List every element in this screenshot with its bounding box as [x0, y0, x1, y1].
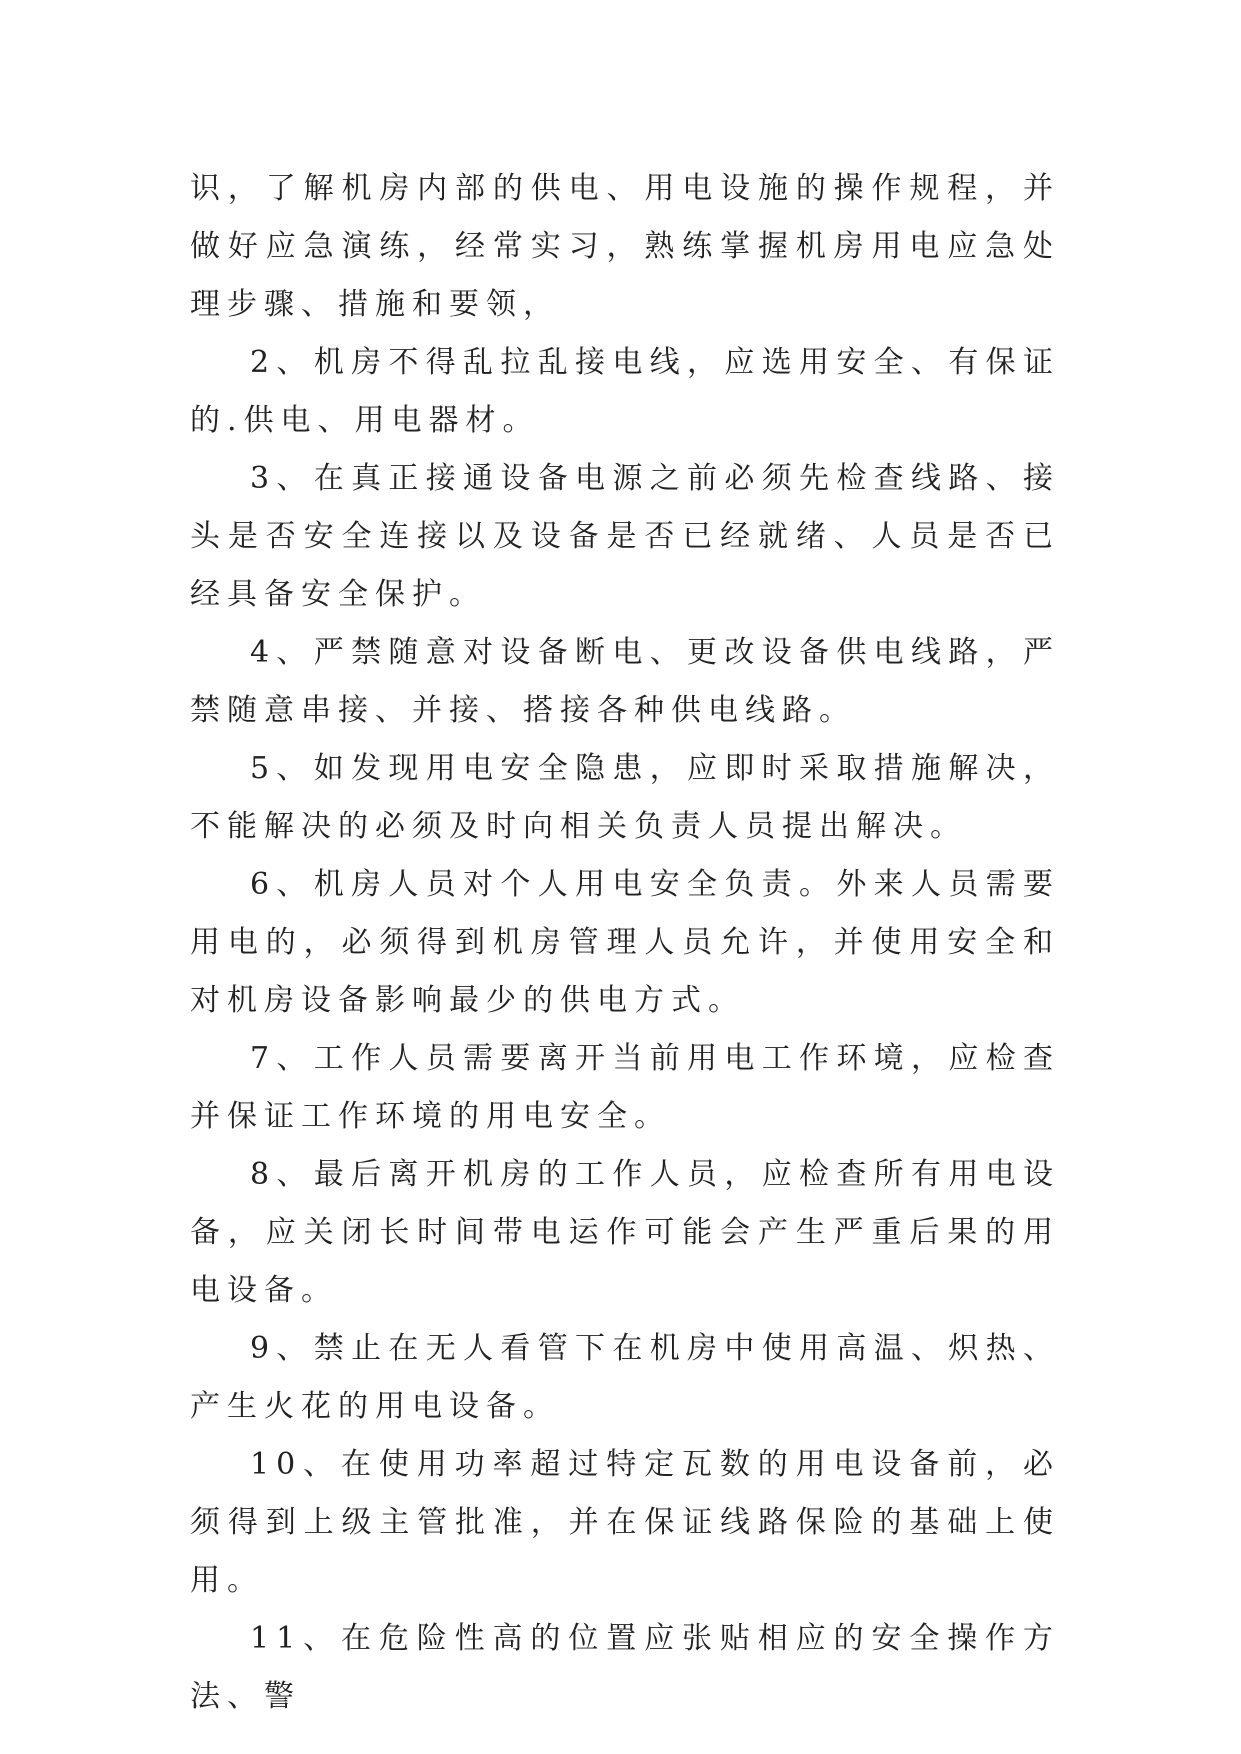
document-body [190, 160, 1060, 1726]
paragraph-5: 5、如发现用电安全隐患，应即时采取措施解决，不能解决的必须及时向相关负责人员提出解决。 [190, 751, 1060, 844]
paragraph-7: 7、工作人员需要离开当前用电工作环境，应检查并保证工作环境的用电安全。 [190, 1041, 1060, 1134]
paragraph-4: 4、严禁随意对设备断电、更改设备供电线路，严禁随意串接、并接、搭接各种供电线路。 [190, 635, 1060, 728]
paragraph-11: 11、在危险性高的位置应张贴相应的安全操作方法、警 [190, 1621, 1060, 1714]
paragraph-8: 8、最后离开机房的工作人员，应检查所有用电设备，应关闭长时间带电运作可能会产生严重后果的用电设备。 [190, 1157, 1060, 1308]
paragraph-6: 6、机房人员对个人用电安全负责。外来人员需要用电的，必须得到机房管理人员允许，并使用安全和对机房设备影响最少的供电方式。 [190, 867, 1060, 1018]
paragraph-10: 10、在使用功率超过特定瓦数的用电设备前，必须得到上级主管批准，并在保证线路保险的基础上使用。 [190, 1447, 1060, 1598]
paragraph-1: 识，了解机房内部的供电、用电设施的操作规程，并做好应急演练，经常实习，熟练掌握机房用电应急处理步骤、措施和要领， [190, 171, 1060, 322]
paragraph-3: 3、在真正接通设备电源之前必须先检查线路、接头是否安全连接以及设备是否已经就绪、人员是否已经具备安全保护。 [190, 461, 1060, 612]
paragraph-2: 2、机房不得乱拉乱接电线，应选用安全、有保证的.供电、用电器材。 [190, 345, 1060, 438]
paragraph-9: 9、禁止在无人看管下在机房中使用高温、炽热、产生火花的用电设备。 [190, 1331, 1060, 1424]
